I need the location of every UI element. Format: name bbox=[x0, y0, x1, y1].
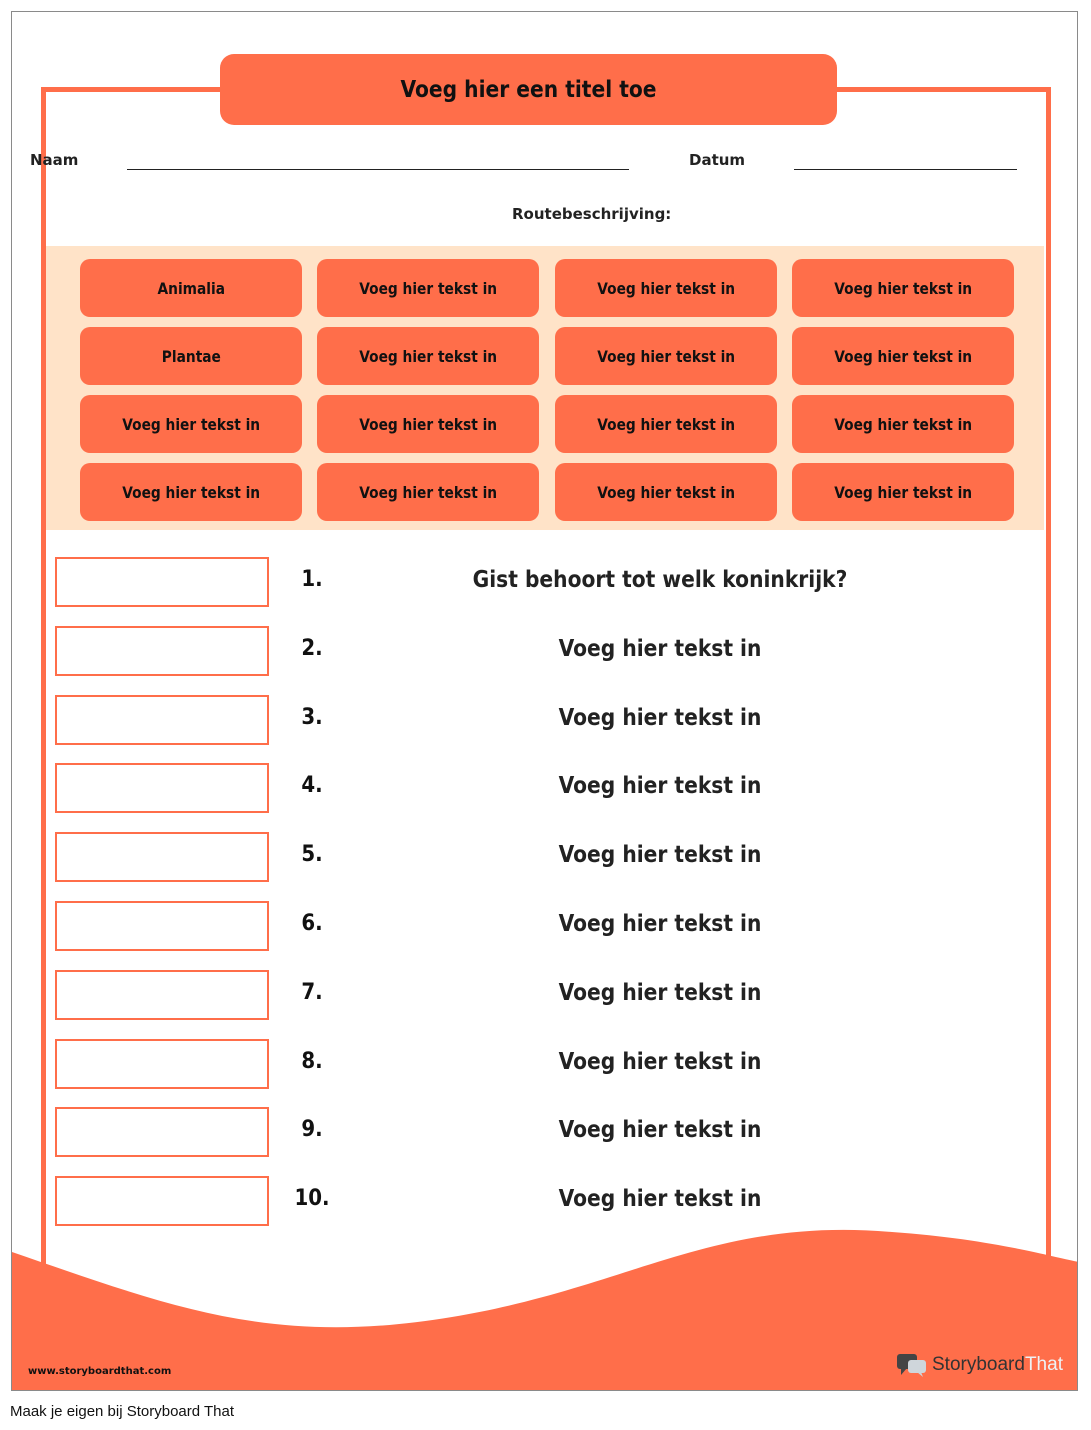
question-text[interactable]: Voeg hier tekst in bbox=[558, 980, 762, 1006]
credit-text[interactable]: Maak je eigen bij Storyboard That bbox=[10, 1403, 235, 1420]
word-bank-chip[interactable] bbox=[555, 327, 777, 385]
speech-bubble-icon bbox=[896, 1352, 928, 1378]
question-number: 7. bbox=[301, 980, 323, 1005]
question-number: 2. bbox=[301, 636, 323, 661]
answer-box[interactable] bbox=[55, 626, 269, 676]
word-bank-chip[interactable] bbox=[792, 463, 1014, 521]
question-number: 8. bbox=[301, 1049, 323, 1074]
question-number: 5. bbox=[301, 842, 323, 867]
word-bank-chip[interactable] bbox=[792, 327, 1014, 385]
question-number: 9. bbox=[301, 1117, 323, 1142]
question-text[interactable]: Voeg hier tekst in bbox=[558, 1186, 762, 1212]
word-bank-chip[interactable] bbox=[80, 395, 302, 453]
word-bank-chip-label: Voeg hier tekst in bbox=[597, 278, 735, 298]
word-bank-chip[interactable] bbox=[792, 259, 1014, 317]
word-bank-chip-label: Voeg hier tekst in bbox=[834, 482, 972, 502]
logo-text: StoryboardThat bbox=[932, 1354, 1063, 1375]
word-bank-chip-label: Voeg hier tekst in bbox=[597, 482, 735, 502]
question-number: 10. bbox=[294, 1186, 330, 1211]
question-text[interactable]: Voeg hier tekst in bbox=[558, 636, 762, 662]
word-bank-chip[interactable] bbox=[80, 259, 302, 317]
directions-label: Routebeschrijving: bbox=[512, 205, 672, 223]
question-number: 4. bbox=[301, 773, 323, 798]
question-text[interactable]: Voeg hier tekst in bbox=[558, 1117, 762, 1143]
question-text[interactable]: Gist behoort tot welk koninkrijk? bbox=[472, 567, 848, 593]
word-bank-chip[interactable] bbox=[555, 463, 777, 521]
question-text[interactable]: Voeg hier tekst in bbox=[558, 842, 762, 868]
worksheet-title: Voeg hier een titel toe bbox=[400, 76, 657, 103]
question-number: 6. bbox=[301, 911, 323, 936]
answer-box[interactable] bbox=[55, 1039, 269, 1089]
answer-box[interactable] bbox=[55, 1176, 269, 1226]
word-bank-chip[interactable] bbox=[317, 395, 539, 453]
question-text[interactable]: Voeg hier tekst in bbox=[558, 773, 762, 799]
footer-url[interactable]: www.storyboardthat.com bbox=[28, 1366, 172, 1377]
word-bank-chip[interactable] bbox=[555, 395, 777, 453]
word-bank-chip[interactable] bbox=[317, 259, 539, 317]
question-text[interactable]: Voeg hier tekst in bbox=[558, 705, 762, 731]
answer-box[interactable] bbox=[55, 695, 269, 745]
word-bank-chip-label: Voeg hier tekst in bbox=[834, 278, 972, 298]
answer-box[interactable] bbox=[55, 557, 269, 607]
word-bank-chip-label: Voeg hier tekst in bbox=[122, 482, 260, 502]
word-bank-chip-label: Voeg hier tekst in bbox=[359, 482, 497, 502]
word-bank-chip-label: Voeg hier tekst in bbox=[122, 414, 260, 434]
question-text[interactable]: Voeg hier tekst in bbox=[558, 911, 762, 937]
word-bank-chip-label: Voeg hier tekst in bbox=[597, 414, 735, 434]
word-bank-chip[interactable] bbox=[80, 327, 302, 385]
answer-box[interactable] bbox=[55, 763, 269, 813]
word-bank-chip[interactable] bbox=[317, 463, 539, 521]
answer-box[interactable] bbox=[55, 1107, 269, 1157]
word-bank-chip[interactable] bbox=[317, 327, 539, 385]
question-number: 1. bbox=[301, 567, 323, 592]
answer-box[interactable] bbox=[55, 832, 269, 882]
title-banner[interactable] bbox=[220, 54, 837, 125]
date-label: Datum bbox=[689, 151, 746, 169]
word-bank-chip-label: Voeg hier tekst in bbox=[359, 346, 497, 366]
answer-box[interactable] bbox=[55, 901, 269, 951]
word-bank-chip-label: Voeg hier tekst in bbox=[597, 346, 735, 366]
worksheet bbox=[11, 11, 1078, 1391]
word-bank-chip-label: Voeg hier tekst in bbox=[359, 414, 497, 434]
question-number: 3. bbox=[301, 705, 323, 730]
word-bank-chip-label: Plantae bbox=[161, 346, 221, 366]
name-label: Naam bbox=[30, 151, 79, 169]
word-bank-chip-label: Voeg hier tekst in bbox=[834, 346, 972, 366]
word-bank-chip-label: Voeg hier tekst in bbox=[359, 278, 497, 298]
word-bank-chip-label: Animalia bbox=[157, 278, 225, 298]
date-line[interactable] bbox=[794, 169, 1017, 170]
word-bank-chip[interactable] bbox=[792, 395, 1014, 453]
word-bank-chip[interactable] bbox=[80, 463, 302, 521]
question-text[interactable]: Voeg hier tekst in bbox=[558, 1049, 762, 1075]
answer-box[interactable] bbox=[55, 970, 269, 1020]
word-bank-chip[interactable] bbox=[555, 259, 777, 317]
word-bank-chip-label: Voeg hier tekst in bbox=[834, 414, 972, 434]
storyboardthat-logo[interactable] bbox=[896, 1352, 1063, 1378]
name-line[interactable] bbox=[127, 169, 629, 170]
